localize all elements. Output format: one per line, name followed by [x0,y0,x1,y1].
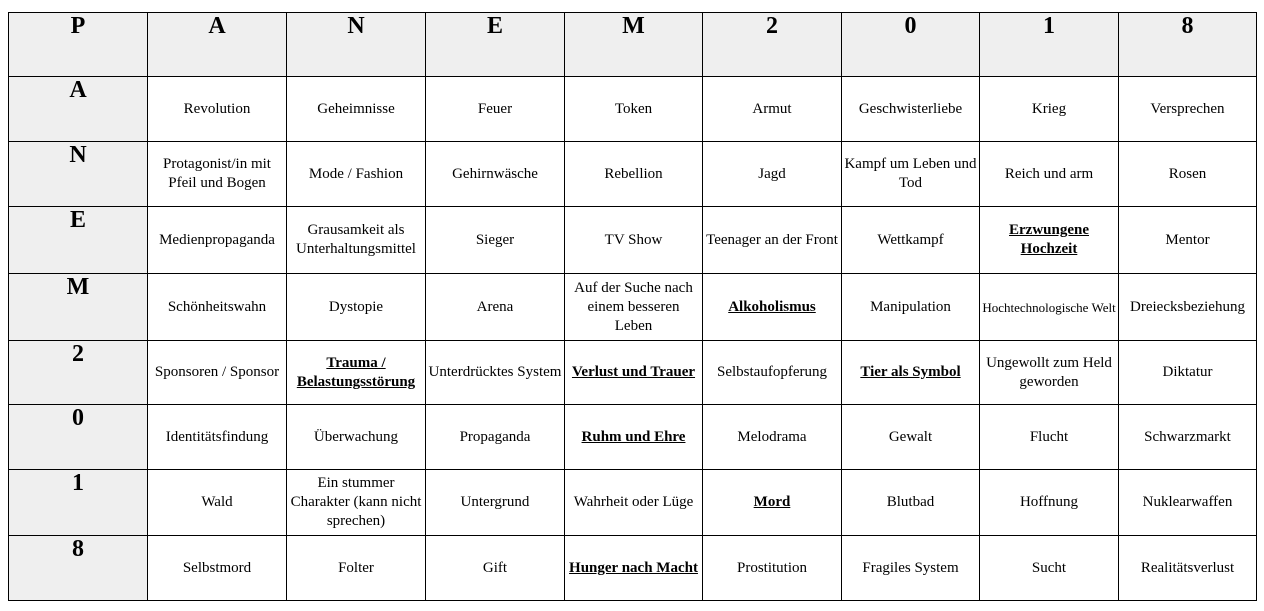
row-header-cell: M [9,274,148,341]
header-cell-n: N [287,13,426,77]
row-header-cell: E [9,207,148,274]
bingo-cell: Mord [703,470,842,536]
bingo-cell: Grausamkeit als Unterhaltungsmittel [287,207,426,274]
bingo-cell: Realitätsverlust [1119,536,1257,601]
bingo-cell: Selbstmord [148,536,287,601]
bingo-table [8,12,1257,601]
bingo-cell: Sucht [980,536,1119,601]
bingo-cell: Fragiles System [842,536,980,601]
bingo-cell: Kampf um Leben und Tod [842,142,980,207]
bingo-cell: Tier als Symbol [842,341,980,405]
header-cell-m: M [565,13,703,77]
row-header-cell: 8 [9,536,148,601]
bingo-cell: Hunger nach Macht [565,536,703,601]
bingo-cell: Wahrheit oder Lüge [565,470,703,536]
table-row [9,470,1257,536]
bingo-cell: Schönheitswahn [148,274,287,341]
table-row [9,207,1257,274]
bingo-cell: Flucht [980,405,1119,470]
bingo-cell: Unterdrücktes System [426,341,565,405]
bingo-cell: Identitätsfindung [148,405,287,470]
bingo-cell: Geschwisterliebe [842,77,980,142]
bingo-cell: Untergrund [426,470,565,536]
bingo-cell: Blutbad [842,470,980,536]
header-cell-p: P [9,13,148,77]
bingo-cell: TV Show [565,207,703,274]
bingo-cell: Hochtechnologische Welt [980,274,1119,341]
table-row [9,274,1257,341]
bingo-cell: Dystopie [287,274,426,341]
bingo-cell: Rebellion [565,142,703,207]
bingo-cell: Teenager an der Front [703,207,842,274]
header-cell-e: E [426,13,565,77]
bingo-cell: Melodrama [703,405,842,470]
bingo-cell: Revolution [148,77,287,142]
bingo-cell: Auf der Suche nach einem besseren Leben [565,274,703,341]
bingo-cell: Ungewollt zum Held geworden [980,341,1119,405]
header-row [9,13,1257,77]
bingo-cell: Sieger [426,207,565,274]
bingo-cell: Wald [148,470,287,536]
header-cell-2: 2 [703,13,842,77]
bingo-cell: Schwarzmarkt [1119,405,1257,470]
header-cell-8: 8 [1119,13,1257,77]
bingo-cell: Folter [287,536,426,601]
header-cell-a: A [148,13,287,77]
bingo-cell: Mode / Fashion [287,142,426,207]
bingo-cell: Feuer [426,77,565,142]
table-row [9,142,1257,207]
table-row [9,536,1257,601]
bingo-cell: Jagd [703,142,842,207]
bingo-grid [9,77,1257,601]
bingo-cell: Mentor [1119,207,1257,274]
header-cell-0: 0 [842,13,980,77]
bingo-cell: Alkoholismus [703,274,842,341]
row-header-cell: A [9,77,148,142]
bingo-cell: Ein stummer Charakter (kann nicht sprechen) [287,470,426,536]
bingo-cell: Propaganda [426,405,565,470]
bingo-cell: Erzwungene Hochzeit [980,207,1119,274]
bingo-cell: Gewalt [842,405,980,470]
bingo-cell: Protagonist/in mit Pfeil und Bogen [148,142,287,207]
bingo-cell: Dreiecksbeziehung [1119,274,1257,341]
bingo-cell: Gift [426,536,565,601]
bingo-cell: Wettkampf [842,207,980,274]
bingo-cell: Trauma / Belastungsstörung [287,341,426,405]
bingo-cell: Manipulation [842,274,980,341]
bingo-cell: Reich und arm [980,142,1119,207]
header-cell-1: 1 [980,13,1119,77]
bingo-cell: Überwachung [287,405,426,470]
table-row [9,77,1257,142]
bingo-cell: Selbstaufopferung [703,341,842,405]
bingo-cell: Diktatur [1119,341,1257,405]
bingo-cell: Rosen [1119,142,1257,207]
bingo-cell: Arena [426,274,565,341]
bingo-cell: Prostitution [703,536,842,601]
row-header-cell: 0 [9,405,148,470]
bingo-cell: Sponsoren / Sponsor [148,341,287,405]
table-row [9,405,1257,470]
bingo-cell: Verlust und Trauer [565,341,703,405]
bingo-cell: Geheimnisse [287,77,426,142]
bingo-cell: Token [565,77,703,142]
bingo-cell: Medienpropaganda [148,207,287,274]
bingo-cell: Krieg [980,77,1119,142]
bingo-cell: Armut [703,77,842,142]
bingo-cell: Ruhm und Ehre [565,405,703,470]
row-header-cell: 1 [9,470,148,536]
row-header-cell: 2 [9,341,148,405]
table-row [9,341,1257,405]
bingo-cell: Versprechen [1119,77,1257,142]
bingo-cell: Hoffnung [980,470,1119,536]
row-header-cell: N [9,142,148,207]
bingo-cell: Nuklearwaffen [1119,470,1257,536]
bingo-cell: Gehirnwäsche [426,142,565,207]
